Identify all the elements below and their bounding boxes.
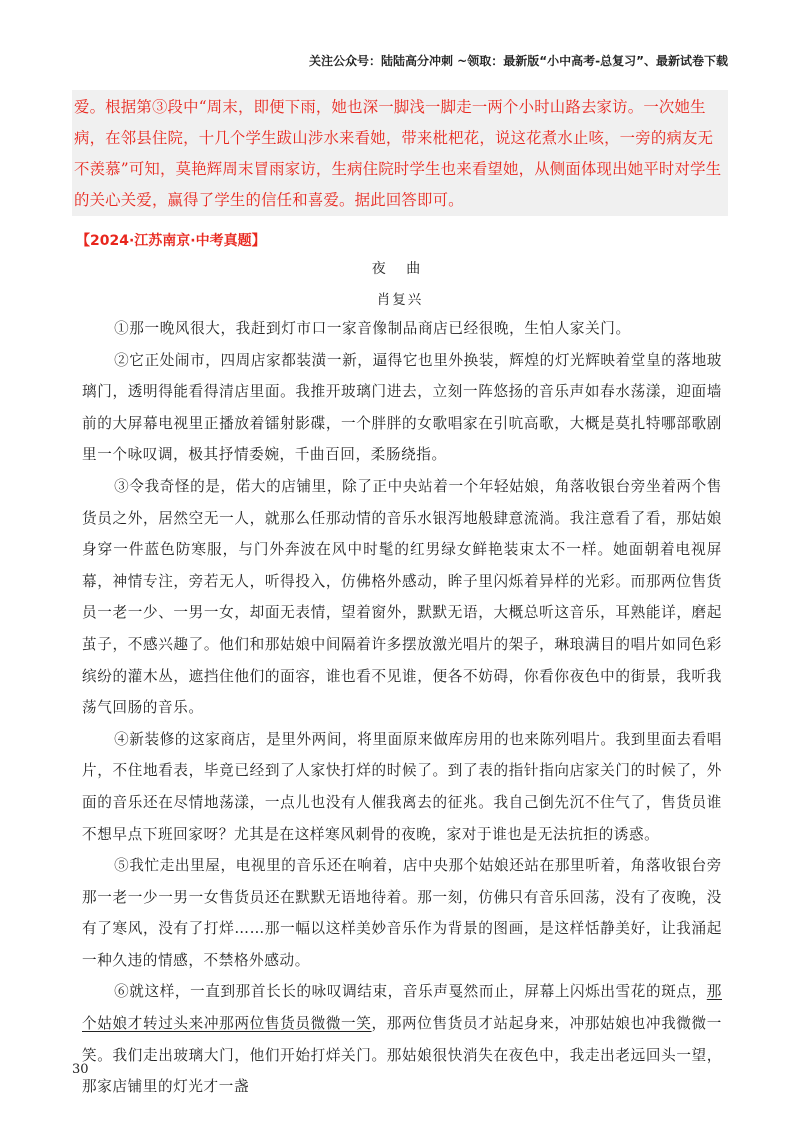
paragraph-6-lead: ⑥就这样，一直到那首长长的咏叹调结束，音乐声戛然而止，屏幕上闪烁出雪花的斑点， <box>114 983 707 1001</box>
answer-explanation-text: 爱。根据第③段中“周末，即便下雨，她也深一脚浅一脚走一两个小时山路去家访。一次她生病，在邻县住院，十几个学生跋山涉水来看她，带来枇杷花，说这花煮水止咳，一旁的病友无不羡慕”可知，莫艳辉周末冒雨家访，生病住院时学生也来看望她，从侧面体现出她平时对学生的关心关爱，赢得了学生的信任和喜爱。据此回答即可。 <box>74 98 722 209</box>
page-header: 关注公众号：陆陆高分冲刺 ~领取：最新版“小中高考-总复习”、最新试卷下载 <box>309 54 728 68</box>
answer-explanation-box <box>72 90 728 216</box>
page-number: 30 <box>72 1062 89 1077</box>
paragraph-1: ①那一晚风很大，我赶到灯市口一家音像制品商店已经很晚，生怕人家关门。 <box>114 320 631 337</box>
paragraph-6 <box>82 976 722 1102</box>
paragraph-3: ③令我奇怪的是，偌大的店铺里，除了正中央站着一个年轻姑娘，角落收银台旁坐着两个售货员之外，居然空无一人，就那么任那动情的音乐水银泻地般肆意流淌。我注意看了看，那姑娘身穿一件蓝色防寒服，与门外奔波在风中时髦的红男绿女鲜艳装束太不一样。她面朝着电视屏幕，神情专注，旁若无人，听得投入，仿佛格外感动，眸子里闪烁着异样的光彩。而那两位售货员一老一少、一男一女，却面无表情，望着窗外，默默无语，大概总听这音乐，耳熟能详，磨起茧子，不感兴趣了。他们和那姑娘中间隔着许多摆放激光唱片的架子，琳琅满目的唱片如同色彩缤纷的灌木丛，遮挡住他们的面容，谁也看不见谁，便各不妨碍，你看你夜色中的街景，我听我荡气回肠的音乐。 <box>82 477 722 717</box>
paragraph-5: ⑤我忙走出里屋，电视里的音乐还在响着，店中央那个姑娘还站在那里听着，角落收银台旁那一老一少一男一女售货员还在默默无语地待着。那一刻，仿佛只有音乐回荡，没有了夜晚，没有了寒风，没有了打烊……那一幅以这样美妙音乐作为背景的图画，是这样恬静美好，让我涌起一种久违的情感，不禁格外感动。 <box>82 857 722 969</box>
underlined-sentence: 那个姑娘才转过头来冲那两位售货员微微一笑 <box>82 983 722 1033</box>
paragraph-6-rest: ，那两位售货员才站起身来，冲那姑娘也冲我微微一笑。我们走出玻璃大门，他们开始打烊关门。那姑娘很快消失在夜色中，我走出老远回头一望，那家店铺里的灯光才一盏 <box>82 1015 722 1096</box>
article-author: 肖复兴 <box>376 292 424 308</box>
paragraph-2: ②它正处闹市，四周店家都装潢一新，逼得它也里外换装，辉煌的灯光辉映着堂皇的落地玻璃门，透明得能看得清店里面。我推开玻璃门进去，立刻一阵悠扬的音乐声如春水荡漾，迎面墙前的大屏幕电视里正播放着镭射影碟，一个胖胖的女歌唱家在引吭高歌，大概是莫扎特哪部歌剧里一个咏叹调，极其抒情委婉，千曲百回，柔肠绕指。 <box>82 351 722 464</box>
article-title: 夜 曲 <box>371 261 429 277</box>
exam-source-tag: 【2024·江苏南京·中考真题】 <box>76 233 266 249</box>
paragraph-4: ④新装修的这家商店，是里外两间，将里面原来做库房用的也来陈列唱片。我到里面去看唱片，不住地看表，毕竟已经到了人家快打烊的时候了。到了表的指针指向店家关门的时候了，外面的音乐还在尽情地荡漾，一点儿也没有人催我离去的征兆。我自己倒先沉不住气了，售货员谁不想早点下班回家呀？尤其是在这样寒风刺骨的夜晚，家对于谁也是无法抗拒的诱惑。 <box>82 730 722 843</box>
article-body <box>82 313 722 1103</box>
